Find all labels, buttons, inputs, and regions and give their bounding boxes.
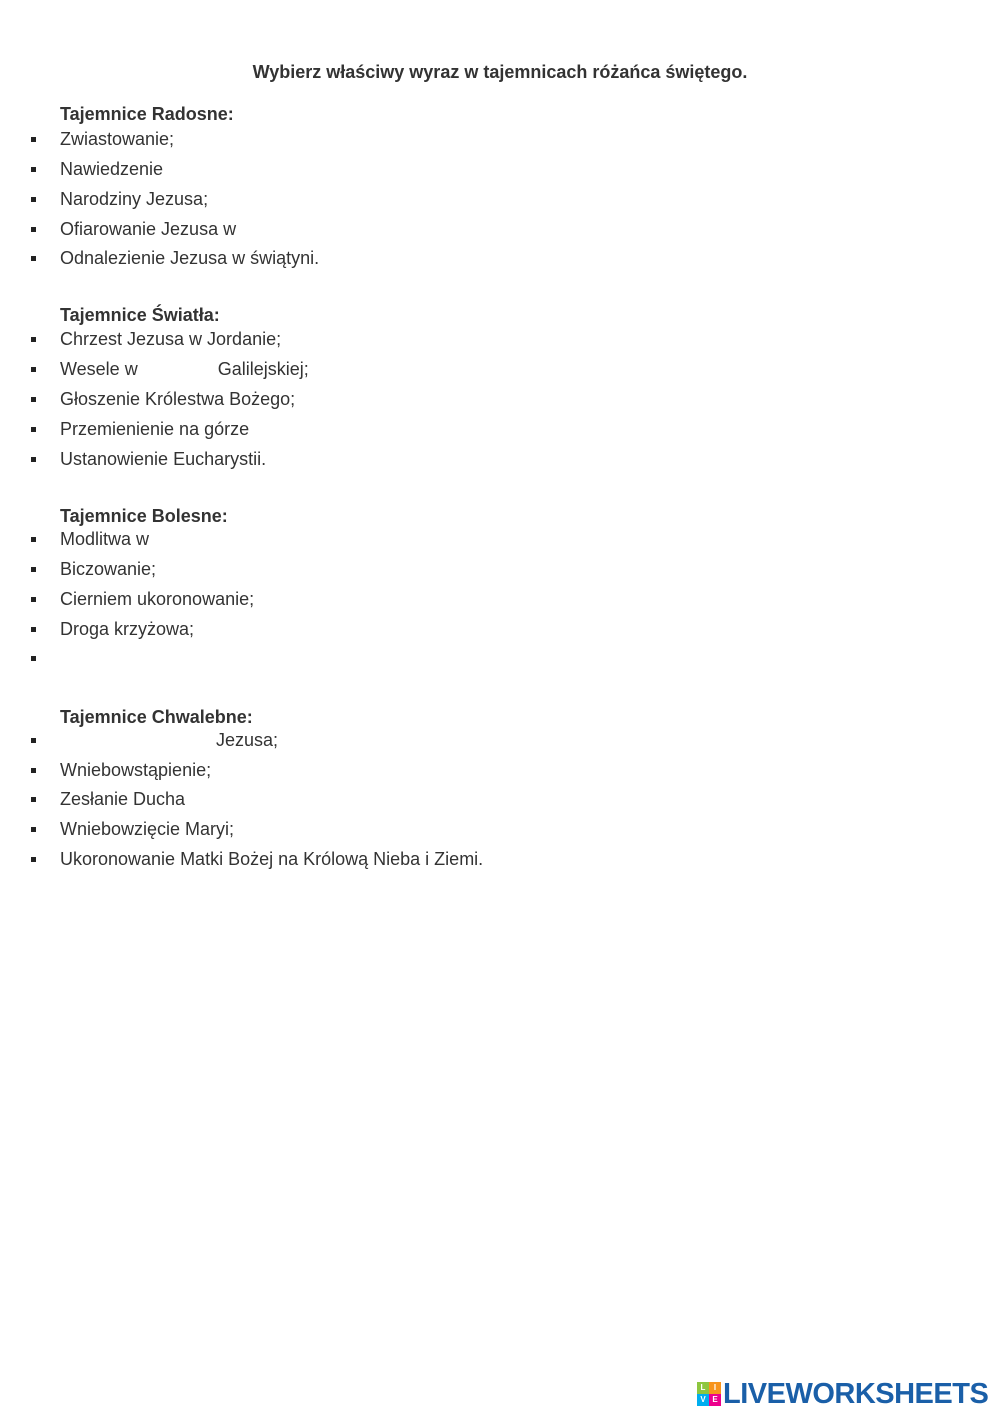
bullet-icon (31, 567, 36, 572)
section-heading: Tajemnice Radosne: (60, 104, 234, 124)
list-item (0, 188, 800, 212)
list-item (0, 729, 800, 753)
list-item (0, 588, 800, 612)
list-item (0, 358, 800, 382)
list-item-text: Wniebowstąpienie; (60, 760, 212, 780)
bullet-icon (31, 367, 36, 372)
list-item-text: Odnalezienie Jezusa w świątyni. (60, 248, 320, 268)
list-item-text: Ustanowienie Eucharystii. (60, 449, 267, 469)
bullet-icon (31, 797, 36, 802)
list-item-text: Modlitwa w (60, 529, 150, 549)
bullet-icon (31, 857, 36, 862)
liveworksheets-logo[interactable] (697, 1378, 988, 1410)
list-item-text: Chrzest Jezusa w Jordanie; (60, 329, 282, 349)
bullet-icon (31, 627, 36, 632)
bullet-icon (31, 738, 36, 743)
list-item (0, 528, 800, 552)
list-item-text (60, 358, 309, 380)
list-item-text: Jezusa; (216, 730, 279, 750)
list-item (0, 818, 800, 842)
list-item-text: Zwiastowanie; (60, 129, 175, 149)
list-item (0, 647, 800, 671)
section-heading: Tajemnice Bolesne: (60, 506, 228, 526)
list-item-text: Głoszenie Królestwa Bożego; (60, 389, 296, 409)
list-item (0, 448, 800, 472)
bullet-icon (31, 337, 36, 342)
bullet-icon (31, 227, 36, 232)
logo-mark-letter: I (709, 1382, 721, 1394)
logo-mark-icon (697, 1382, 721, 1406)
logo-mark-letter: E (709, 1394, 721, 1406)
list-item-text: Przemienienie na górze (60, 419, 250, 439)
bullet-icon (31, 656, 36, 661)
list-item-text-after: Galilejskiej; (217, 359, 309, 379)
list-item-text: Nawiedzenie (60, 159, 164, 179)
bullet-icon (31, 137, 36, 142)
logo-mark-letter: L (697, 1382, 709, 1394)
list-item (0, 618, 800, 642)
bullet-icon (31, 197, 36, 202)
page-title: Wybierz właściwy wyraz w tajemnicach różańca świętego. (252, 62, 748, 82)
list-item (0, 788, 800, 812)
list-item (0, 558, 800, 582)
bullet-icon (31, 397, 36, 402)
logo-mark-letter: V (697, 1394, 709, 1406)
list-item-text: Narodziny Jezusa; (60, 189, 209, 209)
list-item-text: Wniebowzięcie Maryi; (60, 819, 235, 839)
list-item (0, 218, 800, 242)
bullet-icon (31, 597, 36, 602)
bullet-icon (31, 167, 36, 172)
list-item (0, 759, 800, 783)
bullet-icon (31, 256, 36, 261)
list-item (0, 247, 800, 271)
list-item (0, 158, 800, 182)
list-item-text: Biczowanie; (60, 559, 157, 579)
list-item-text: Zesłanie Ducha (60, 789, 186, 809)
section-heading: Tajemnice Chwalebne: (60, 707, 253, 727)
bullet-icon (31, 457, 36, 462)
list-item-text: Ukoronowanie Matki Bożej na Królową Nieba i Ziemi. (60, 849, 484, 869)
bullet-icon (31, 537, 36, 542)
list-item (0, 388, 800, 412)
list-item-text: Cierniem ukoronowanie; (60, 589, 255, 609)
list-item-text: Droga krzyżowa; (60, 619, 195, 639)
list-item (0, 328, 800, 352)
logo-text: LIVEWORKSHEETS (723, 1377, 989, 1410)
bullet-icon (31, 427, 36, 432)
bullet-icon (31, 768, 36, 773)
list-item-text-before: Wesele w (60, 359, 138, 379)
list-item (0, 128, 800, 152)
list-item (0, 848, 800, 872)
list-item (0, 418, 800, 442)
list-item-text: Ofiarowanie Jezusa w (60, 219, 237, 239)
section-heading: Tajemnice Światła: (60, 305, 220, 325)
bullet-icon (31, 827, 36, 832)
